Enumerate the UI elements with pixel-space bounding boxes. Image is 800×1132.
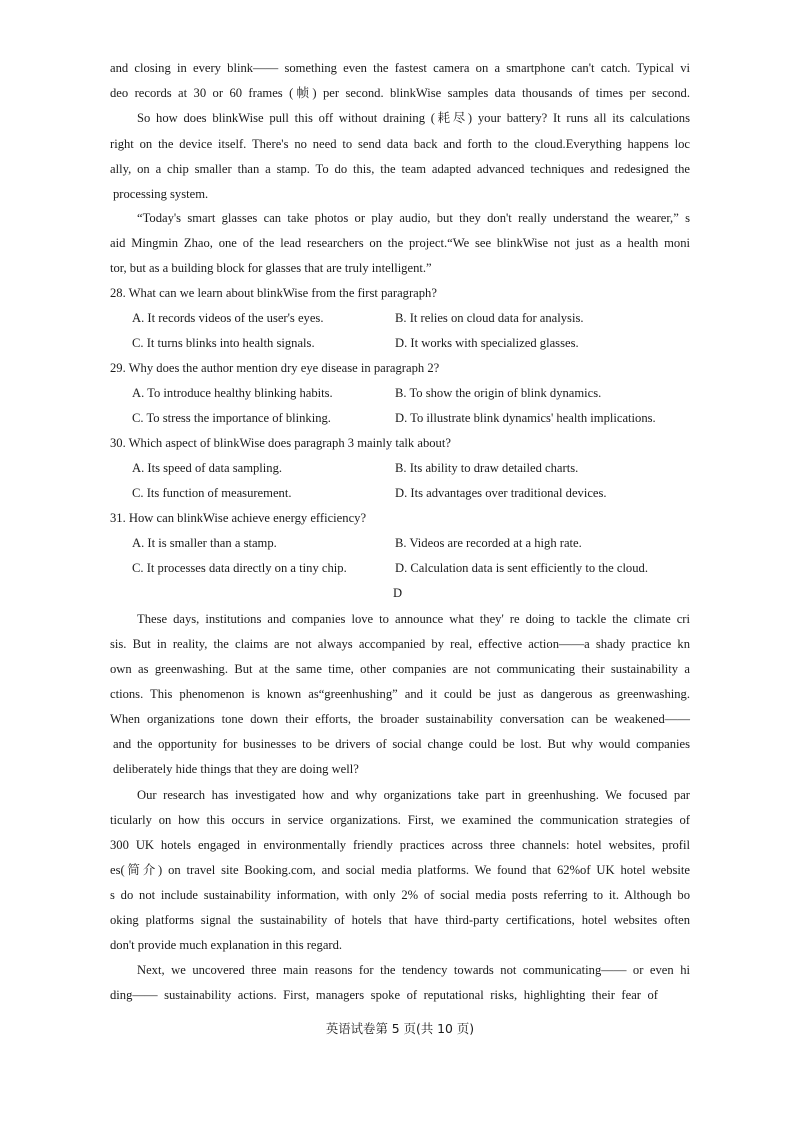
passage-c-line: “Today's smart glasses can take photos or play audio, but they don't really understand the wearer,” s bbox=[137, 211, 690, 225]
q31-option-d: D. Calculation data is sent efficiently to the cloud. bbox=[395, 561, 648, 575]
passage-d-line: ctions. This phenomenon is known as“greenhushing” and it could be just as dangerous as greenwashing. bbox=[110, 687, 690, 701]
passage-c-line: ally, on a chip smaller than a stamp. To do this, the team adapted advanced techniques and redesigned the bbox=[110, 162, 690, 176]
passage-d-line: These days, institutions and companies love to announce what they' re doing to tackle the climate cri bbox=[137, 612, 690, 626]
passage-d-line: Our research has investigated how and why organizations take part in greenhushing. We focused par bbox=[137, 788, 690, 802]
passage-d-line: ticularly on how this occurs in service organizations. First, we examined the communication strategies of bbox=[110, 813, 690, 827]
passage-d-line: and the opportunity for businesses to be drivers of social change could be lost. But why would companies bbox=[113, 737, 690, 751]
question-stem-30: 30. Which aspect of blinkWise does paragraph 3 mainly talk about? bbox=[110, 436, 451, 450]
q29-option-b: B. To show the origin of blink dynamics. bbox=[395, 386, 602, 400]
q30-option-d: D. Its advantages over traditional devices. bbox=[395, 486, 607, 500]
passage-d-line: sis. But in reality, the claims are not always accompanied by real, effective action——a shady practice kn bbox=[110, 637, 690, 651]
question-stem-28: 28. What can we learn about blinkWise from the first paragraph? bbox=[110, 286, 437, 300]
q30-option-a: A. Its speed of data sampling. bbox=[132, 461, 283, 475]
passage-d-line: deliberately hide things that they are doing well? bbox=[113, 762, 359, 776]
q29-option-c: C. To stress the importance of blinking. bbox=[132, 411, 331, 425]
passage-c-line: deo records at 30 or 60 frames (帧) per second. blinkWise samples data thousands of times per second. bbox=[110, 86, 690, 100]
passage-d-line: 300 UK hotels engaged in environmentally friendly practices across three channels: hotel websites, profil bbox=[110, 838, 690, 852]
passage-c-line: and closing in every blink—— something even the fastest camera on a smartphone can't catch. Typical vi bbox=[110, 61, 690, 75]
passage-d-line: s do not include sustainability information, with only 2% of social media posts referring to it. Although bo bbox=[110, 888, 690, 902]
q29-option-d: D. To illustrate blink dynamics' health implications. bbox=[395, 411, 656, 425]
q28-option-c: C. It turns blinks into health signals. bbox=[132, 336, 315, 350]
passage-d-line: ding—— sustainability actions. First, managers spoke of reputational risks, highlighting their fear of bbox=[110, 988, 658, 1002]
passage-c-line: aid Mingmin Zhao, one of the lead researchers on the project.“We see blinkWise not just as a health moni bbox=[110, 236, 690, 250]
passage-d-line: Next, we uncovered three main reasons for the tendency towards not communicating—— or even hi bbox=[137, 963, 690, 977]
q31-option-b: B. Videos are recorded at a high rate. bbox=[395, 536, 582, 550]
passage-d-line: es(简介) on travel site Booking.com, and social media platforms. We found that 62%of UK hotel website bbox=[110, 863, 690, 877]
q28-option-d: D. It works with specialized glasses. bbox=[395, 336, 579, 350]
passage-d-line: own as greenwashing. But at the same time, other companies are not communicating their sustainability a bbox=[110, 662, 690, 676]
passage-c-line: So how does blinkWise pull this off without draining (耗尽) your battery? It runs all its calculations bbox=[137, 111, 690, 125]
q30-option-c: C. Its function of measurement. bbox=[132, 486, 292, 500]
section-label-d: D bbox=[393, 586, 403, 600]
passage-d-line: oking platforms signal the sustainability of hotels that have third-party certifications, hotel websites often bbox=[110, 913, 690, 927]
q28-option-a: A. It records videos of the user's eyes. bbox=[132, 311, 324, 325]
q28-option-b: B. It relies on cloud data for analysis. bbox=[395, 311, 584, 325]
q30-option-b: B. Its ability to draw detailed charts. bbox=[395, 461, 579, 475]
passage-d-line: don't provide much explanation in this regard. bbox=[110, 938, 343, 952]
page-footer: 英语试卷第 5 页(共 10 页) bbox=[325, 1021, 475, 1036]
question-stem-29: 29. Why does the author mention dry eye disease in paragraph 2? bbox=[110, 361, 440, 375]
q31-option-a: A. It is smaller than a stamp. bbox=[132, 536, 277, 550]
passage-d-line: When organizations tone down their efforts, the broader sustainability conversation can be weakened—— bbox=[110, 712, 690, 726]
passage-c-line: tor, but as a building block for glasses that are truly intelligent.” bbox=[110, 261, 432, 275]
q31-option-c: C. It processes data directly on a tiny chip. bbox=[132, 561, 347, 575]
q29-option-a: A. To introduce healthy blinking habits. bbox=[132, 386, 333, 400]
passage-c-line: processing system. bbox=[113, 187, 209, 201]
passage-c-line: right on the device itself. There's no need to send data back and forth to the cloud.Everything happens loc bbox=[110, 137, 690, 151]
question-stem-31: 31. How can blinkWise achieve energy efficiency? bbox=[110, 511, 367, 525]
